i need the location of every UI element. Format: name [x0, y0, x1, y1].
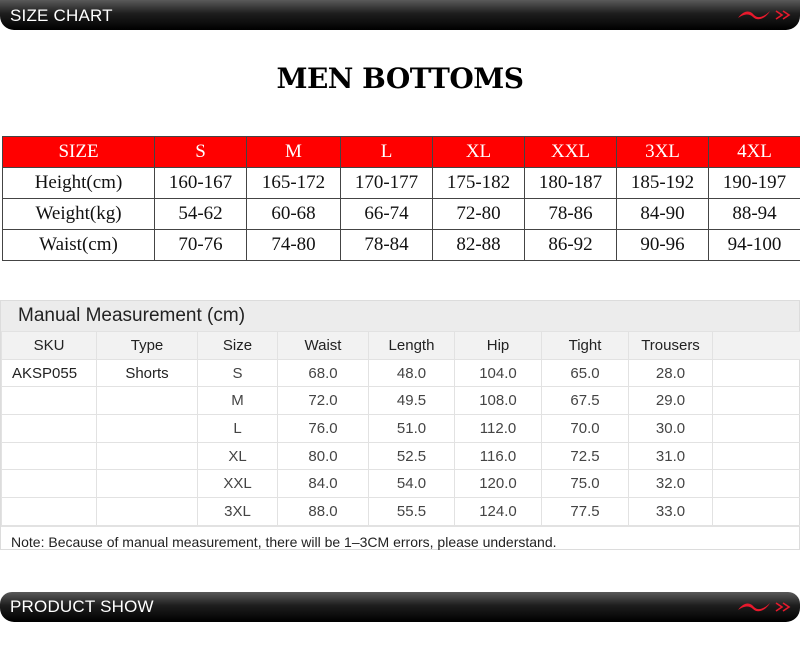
table-cell: 170-177: [341, 168, 433, 199]
manual-measurement-panel: [0, 300, 800, 550]
table-cell: 112.0: [455, 415, 542, 443]
table-cell: 190-197: [709, 168, 800, 199]
column-header: SKU: [2, 332, 97, 360]
table-cell: 90-96: [617, 230, 709, 261]
table-cell: 116.0: [455, 442, 542, 470]
table-cell: 185-192: [617, 168, 709, 199]
row-label-cell: Waist(cm): [3, 230, 155, 261]
table-cell: [713, 442, 800, 470]
table-cell: 49.5: [369, 387, 455, 415]
column-header: Waist: [278, 332, 369, 360]
type-cell: [97, 498, 198, 526]
size-chart-table: [2, 136, 800, 261]
table-cell: 78-84: [341, 230, 433, 261]
table-cell: 65.0: [542, 359, 629, 387]
sku-cell: [2, 498, 97, 526]
size-chart-header-row: [3, 137, 800, 168]
column-header: Tight: [542, 332, 629, 360]
table-cell: 29.0: [629, 387, 713, 415]
table-cell: 84-90: [617, 199, 709, 230]
table-cell: 88-94: [709, 199, 800, 230]
manual-measurement-table: [1, 331, 800, 526]
table-cell: [713, 387, 800, 415]
table-cell: 124.0: [455, 498, 542, 526]
product-show-banner-title: PRODUCT SHOW: [10, 597, 154, 616]
size-cell: M: [198, 387, 278, 415]
table-cell: 76.0: [278, 415, 369, 443]
table-row: [2, 442, 800, 470]
table-cell: 31.0: [629, 442, 713, 470]
brand-swoosh-logo-icon: [736, 599, 792, 615]
type-cell: Shorts: [97, 359, 198, 387]
table-row: [2, 470, 800, 498]
table-cell: 54.0: [369, 470, 455, 498]
column-header: Hip: [455, 332, 542, 360]
type-cell: [97, 387, 198, 415]
table-cell: 55.5: [369, 498, 455, 526]
sku-cell: [2, 442, 97, 470]
size-cell: L: [198, 415, 278, 443]
type-cell: [97, 470, 198, 498]
column-header: Type: [97, 332, 198, 360]
size-header-cell: SIZE: [3, 137, 155, 168]
type-cell: [97, 415, 198, 443]
table-cell: 86-92: [525, 230, 617, 261]
table-row: [3, 230, 800, 261]
table-cell: 48.0: [369, 359, 455, 387]
row-label-cell: Height(cm): [3, 168, 155, 199]
table-cell: 33.0: [629, 498, 713, 526]
table-row: [2, 415, 800, 443]
size-header-cell: 3XL: [617, 137, 709, 168]
table-cell: [713, 415, 800, 443]
table-row: [3, 199, 800, 230]
table-cell: 74-80: [247, 230, 341, 261]
table-cell: 54-62: [155, 199, 247, 230]
table-cell: 72-80: [433, 199, 525, 230]
table-cell: 120.0: [455, 470, 542, 498]
table-cell: 28.0: [629, 359, 713, 387]
size-cell: 3XL: [198, 498, 278, 526]
size-header-cell: S: [155, 137, 247, 168]
table-cell: 60-68: [247, 199, 341, 230]
table-cell: 80.0: [278, 442, 369, 470]
sku-cell: [2, 470, 97, 498]
table-cell: 82-88: [433, 230, 525, 261]
table-cell: 165-172: [247, 168, 341, 199]
column-header: Trousers: [629, 332, 713, 360]
table-row: [2, 387, 800, 415]
table-cell: 70-76: [155, 230, 247, 261]
table-cell: 67.5: [542, 387, 629, 415]
table-cell: 72.0: [278, 387, 369, 415]
page-title: MEN BOTTOMS: [276, 62, 524, 95]
table-cell: 32.0: [629, 470, 713, 498]
column-header: Length: [369, 332, 455, 360]
brand-swoosh-logo-icon: [736, 7, 792, 23]
measure-header-row: [2, 332, 800, 360]
table-cell: [713, 470, 800, 498]
table-cell: [713, 359, 800, 387]
sku-cell: AKSP055: [2, 359, 97, 387]
type-cell: [97, 442, 198, 470]
table-cell: 51.0: [369, 415, 455, 443]
size-cell: S: [198, 359, 278, 387]
size-header-cell: 4XL: [709, 137, 800, 168]
table-row: [2, 359, 800, 387]
table-cell: 72.5: [542, 442, 629, 470]
table-row: [2, 498, 800, 526]
sku-cell: [2, 387, 97, 415]
column-header: [713, 332, 800, 360]
table-cell: 30.0: [629, 415, 713, 443]
table-cell: 77.5: [542, 498, 629, 526]
row-label-cell: Weight(kg): [3, 199, 155, 230]
table-cell: 94-100: [709, 230, 800, 261]
table-cell: 175-182: [433, 168, 525, 199]
size-cell: XXL: [198, 470, 278, 498]
table-cell: [713, 498, 800, 526]
table-cell: 104.0: [455, 359, 542, 387]
measurement-note: Note: Because of manual measurement, there will be 1–3CM errors, please understand.: [1, 526, 799, 555]
size-header-cell: XL: [433, 137, 525, 168]
table-cell: 160-167: [155, 168, 247, 199]
table-row: [3, 168, 800, 199]
size-chart-banner-title: SIZE CHART: [10, 6, 113, 25]
size-header-cell: L: [341, 137, 433, 168]
size-header-cell: XXL: [525, 137, 617, 168]
table-cell: 108.0: [455, 387, 542, 415]
table-cell: 70.0: [542, 415, 629, 443]
size-header-cell: M: [247, 137, 341, 168]
sku-cell: [2, 415, 97, 443]
product-show-banner: [0, 592, 800, 622]
table-cell: 88.0: [278, 498, 369, 526]
column-header: Size: [198, 332, 278, 360]
table-cell: 75.0: [542, 470, 629, 498]
size-chart-banner: [0, 0, 800, 30]
table-cell: 68.0: [278, 359, 369, 387]
size-cell: XL: [198, 442, 278, 470]
table-cell: 78-86: [525, 199, 617, 230]
manual-measurement-title: Manual Measurement (cm): [1, 301, 799, 331]
table-cell: 180-187: [525, 168, 617, 199]
table-cell: 52.5: [369, 442, 455, 470]
table-cell: 84.0: [278, 470, 369, 498]
table-cell: 66-74: [341, 199, 433, 230]
